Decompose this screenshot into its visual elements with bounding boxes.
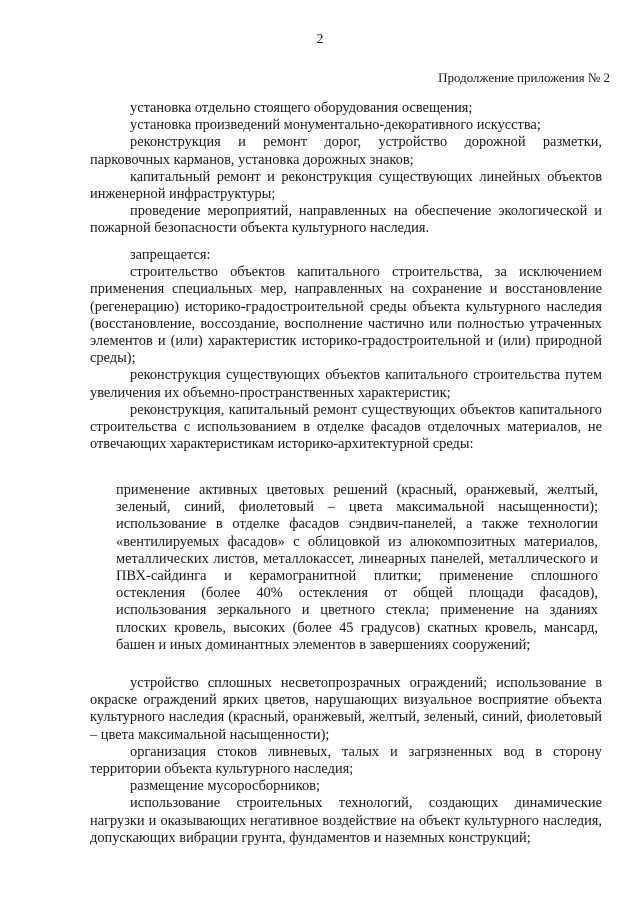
paragraph: использование строительных технологий, создающих динамические нагрузки и оказывающих негативное воздействие на объект культурного наследия, допускающих вибрации грунта, фундаментов и наземных конструкций;	[90, 795, 602, 846]
paragraph: установка отдельно стоящего оборудования освещения;	[130, 100, 473, 116]
paragraph: организация стоков ливневых, талых и загрязненных вод в сторону территории объекта культурного наследия;	[90, 743, 602, 778]
paragraph: капитальный ремонт и реконструкция существующих линейных объектов инженерной инфраструктуры;	[90, 168, 602, 203]
paragraph: реконструкция и ремонт дорог, устройство дорожной разметки, парковочных карманов, установка дорожных знаков;	[90, 134, 602, 168]
paragraph: устройство сплошных несветопрозрачных ограждений; использование в окраске ограждений ярких цветов, нарушающих визуальное восприятие объекта культурного наследия (красный, оранжевый, желтый, зеленый, синий, фиолетовый – цвета максимальной насыщенности);	[90, 675, 602, 743]
appendix-note: Продолжение приложения № 2	[438, 70, 610, 85]
paragraph: реконструкция, капитальный ремонт существующих объектов капитального строительства с использованием в отделке фасадов отделочных материалов, не отвечающих характеристикам историко-архитектурной среды:	[90, 401, 602, 453]
paragraph-block-facade-restrictions	[116, 482, 598, 654]
page-number: 2	[316, 32, 324, 47]
paragraph: запрещается:	[130, 247, 211, 263]
paragraph: размещение мусоросборников;	[130, 778, 320, 795]
paragraph-block-prohibited	[90, 247, 602, 453]
paragraph-block-further-prohibitions	[90, 675, 602, 847]
paragraph-block-permitted	[90, 100, 602, 238]
paragraph: реконструкция существующих объектов капитального строительства путем увеличения их объемно-пространственных характеристик;	[90, 367, 602, 401]
paragraph: строительство объектов капитального строительства, за исключением применения специальных мер, направленных на сохранение и восстановление (регенерацию) историко-градостроительной среды объекта культурного наследия (восстановление, воссоздание, восполнение частично или полностью утраченных элементов и (или) характеристик историко-градостроительной и (или) природной среды);	[90, 264, 602, 367]
paragraph: установка произведений монументально-декоративного искусства;	[130, 117, 541, 134]
paragraph: применение активных цветовых решений (красный, оранжевый, желтый, зеленый, синий, фиолетовый – цвета максимальной насыщенности); использование в отделке фасадов сэндвич-панелей, а также технологии «вентилируемых фасадов» с облицовкой из алюкомпозитных материалов, металлических листов, металлокассет, линеарных панелей, металлического и ПВХ-сайдинга и керамогранитной плитки; применение сплошного остекления (более 40% остекления от общей площади фасадов), использования зеркального и цветного стекла; применение на зданиях плоских кровель, высоких (более 45 градусов) скатных кровель, мансард, башен и иных доминантных элементов в завершениях сооружений;	[116, 482, 598, 653]
paragraph: проведение мероприятий, направленных на обеспечение экологической и пожарной безопасности объекта культурного наследия.	[90, 203, 602, 237]
